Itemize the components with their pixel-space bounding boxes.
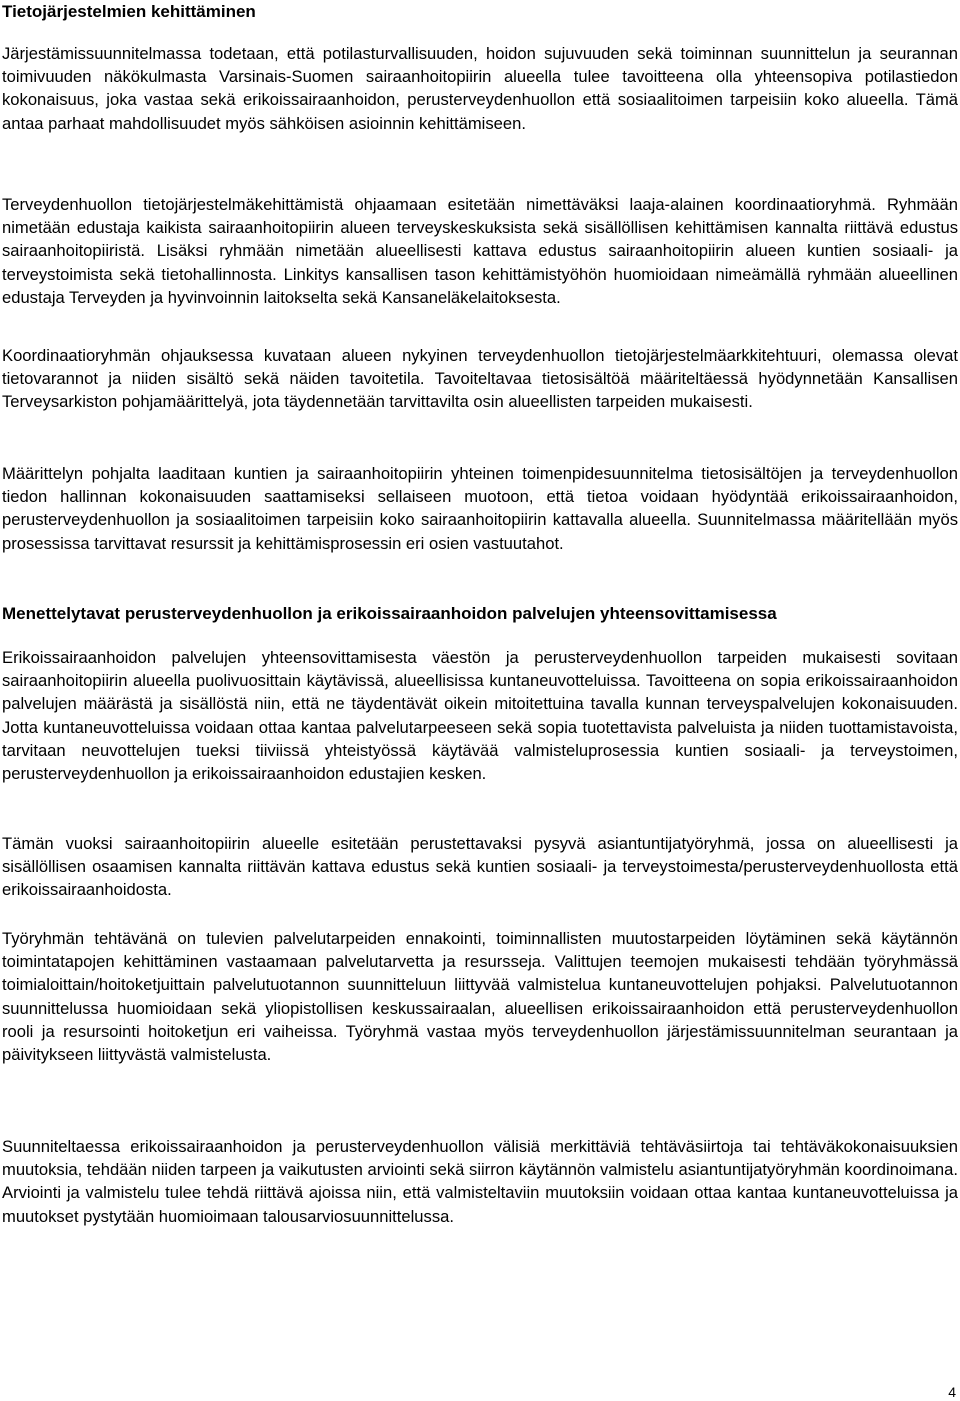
section-title: Tietojärjestelmien kehittäminen <box>2 2 256 21</box>
paragraph: Suunniteltaessa erikoissairaanhoidon ja perusterveydenhuollon välisiä merkittäviä tehtäväsiirtoja tai tehtäväkokonaisuuksien muutoksia, tehdään niiden tarpeen ja vaikutusten arviointi sekä siirron käytännön valmistelu asiantuntijatyöryhmän koordinoimana. Arviointi ja valmistelu tulee tehdä riittävä ajoissa niin, että valmisteltaviin muutoksiin voidaan ottaa kantaa kuntaneuvotteluissa ja muutokset pystytään huomioimaan talousarviosuunnittelussa. <box>2 1137 958 1226</box>
paragraph: Tämän vuoksi sairaanhoitopiirin alueelle esitetään perustettavaksi pysyvä asiantuntijatyöryhmä, jossa on alueellisesti ja sisällöllisen osaamisen kannalta riittävän kattava edustus sekä kuntien sosiaali- ja terveystoimesta/perusterveydenhuollosta että erikoissairaanhoidosta. <box>2 834 958 900</box>
paragraph: Koordinaatioryhmän ohjauksessa kuvataan alueen nykyinen terveydenhuollon tietojärjestelmäarkkitehtuuri, olemassa olevat tietovarannot ja niiden sisältö sekä näiden tavoitetila. Tavoiteltavaa tietosisältöä määriteltäessä hyödynnetään Kansallisen Terveysarkiston pohjamäärittelyä, jota täydennetään tarvittavilta osin alueellisten tarpeiden mukaisesti. <box>2 346 958 412</box>
section-heading: Menettelytavat perusterveydenhuollon ja erikoissairaanhoidon palvelujen yhteensovittamisessa <box>2 604 777 623</box>
paragraph: Järjestämissuunnitelmassa todetaan, että potilasturvallisuuden, hoidon sujuvuuden sekä toiminnan suunnittelun ja seurannan toimivuuden näkökulmasta Varsinais-Suomen sairaanhoitopiirin alueella tulee tavoitteena olla yhteensopiva potilastiedon kokonaisuus, joka vastaa sekä erikoissairaanhoidon, perusterveydenhuollon että sosiaalitoimen tarpeisiin koko alueella. Tämä antaa parhaat mahdollisuudet myös sähköisen asioinnin kehittämiseen. <box>2 44 958 133</box>
page-number: 4 <box>948 1384 956 1400</box>
paragraph: Määrittelyn pohjalta laaditaan kuntien ja sairaanhoitopiirin yhteinen toimenpidesuunnitelma tietosisältöjen ja terveydenhuollon tiedon hallinnan kokonaisuuden saattamiseksi sellaiseen muotoon, että tietoa voidaan hyödyntää erikoissairaanhoidon, perusterveydenhuollon ja sosiaalitoimen tarpeisiin koko sairaanhoitopiirin kattavalla alueella. Suunnitelmassa määritellään myös prosessissa tarvittavat resurssit ja kehittämisprosessin eri osien vastuutahot. <box>2 464 958 553</box>
paragraph: Terveydenhuollon tietojärjestelmäkehittämistä ohjaamaan esitetään nimettäväksi laaja-alainen koordinaatioryhmä. Ryhmään nimetään edustaja kaikista sairaanhoitopiirin alueen terveyskeskuksista sekä sisällöllisen kehittämisen kannalta riittävä edustus sairaanhoitopiiristä. Lisäksi ryhmään nimetään alueellisesti kattava edustus sairaanhoitopiirin alueen kuntien sosiaali- ja terveystoimista sekä tietohallinnosta. Linkitys kansallisen tason kehittämistyöhön huomioidaan nimeämällä ryhmään alueellinen edustaja Terveyden ja hyvinvoinnin laitokselta sekä Kansaneläkelaitoksesta. <box>2 195 958 307</box>
paragraph: Erikoissairaanhoidon palvelujen yhteensovittamisesta väestön ja perusterveydenhuollon tarpeiden mukaisesti sovitaan sairaanhoitopiirin alueella puolivuosittain käytävissä, alueellisissa kuntaneuvotteluissa. Tavoitteena on sopia erikoissairaanhoidon palvelujen määrästä ja sisällöstä niin, että ne täydentävät oikein mitoitettuina tavalla kunnan terveyspalvelujen kokonaisuuden. Jotta kuntaneuvotteluissa voidaan ottaa kantaa palvelutarpeeseen sekä sopia tuotettavista palveluista ja niiden tuottamistavoista, tarvitaan neuvottelujen tueksi tiiviissä yhteistyössä käytävää valmisteluprosessia kuntien sosiaali- ja terveystoimen, perusterveydenhuollon ja erikoissairaanhoidon edustajien kesken. <box>2 648 958 784</box>
paragraph: Työryhmän tehtävänä on tulevien palvelutarpeiden ennakointi, toiminnallisten muutostarpeiden löytäminen sekä käytännön toimintatapojen kehittäminen vastaamaan palvelutarvetta ja resursseja. Valittujen teemojen mukaisesti tehdään työryhmässä toimialoittain/hoitoketjuittain palvelutuotannon suunnitteluun liittyvää valmistelua kuntaneuvottelujen pohjaksi. Palvelutuotannon suunnittelussa huomioidaan sekä yliopistollisen keskussairaalan, alueellisen erikoissairaanhoidon että perusterveydenhuollon rooli ja resursointi hoitoketjun eri vaiheissa. Työryhmä vastaa myös terveydenhuollon järjestämissuunnitelman seurantaan ja päivitykseen liittyvästä valmistelusta. <box>2 929 958 1065</box>
